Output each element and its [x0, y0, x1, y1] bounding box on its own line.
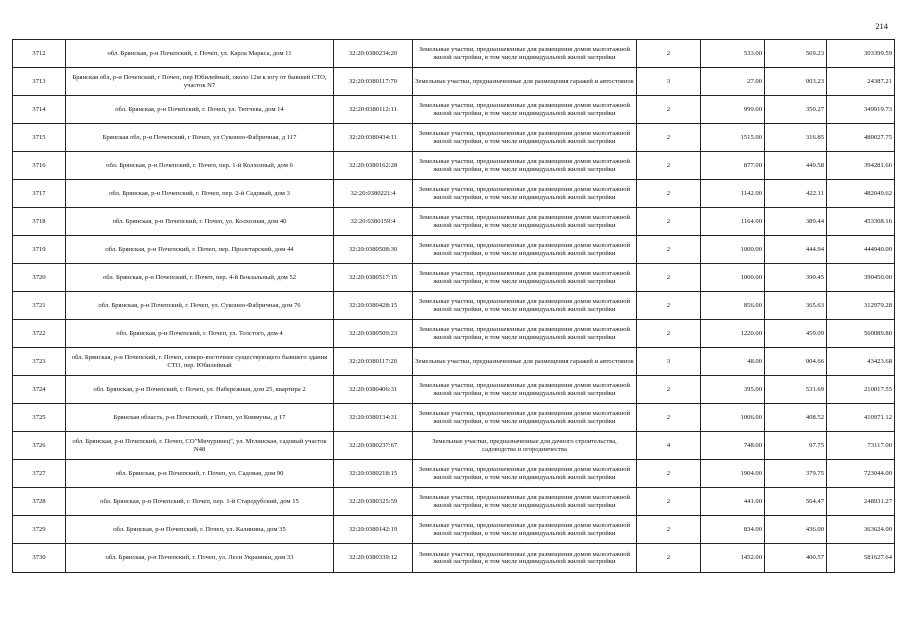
specific-value-cell: 459.09 [765, 320, 827, 348]
group-cell: 2 [637, 376, 701, 404]
permitted-use-cell: Земельные участки, предназначенные для дачного строительства, садоводства и огородничества [413, 432, 637, 460]
cadastral-value-table [12, 39, 895, 573]
area-cell: 877.00 [701, 152, 765, 180]
table-row [13, 152, 895, 180]
area-cell: 1220.00 [701, 320, 765, 348]
group-cell: 2 [637, 264, 701, 292]
cadastral-value-cell: 394281.66 [827, 152, 895, 180]
group-cell: 2 [637, 488, 701, 516]
cadastral-value-cell: 581627.64 [827, 544, 895, 573]
specific-value-cell: 379.75 [765, 460, 827, 488]
specific-value-cell: 408.52 [765, 404, 827, 432]
cadastral-number-cell: 32:20:0380218:15 [334, 460, 413, 488]
address-cell: обл. Брянская, р-н Почепский, г. Почеп, пер. 1-й Колхозный, дом 6 [66, 152, 334, 180]
permitted-use-cell: Земельные участки, предназначенные для размещения домов малоэтажной жилой застройки, в том числе индивидуальной жилой застройки [413, 404, 637, 432]
row-number: 3722 [13, 320, 66, 348]
row-number: 3725 [13, 404, 66, 432]
cadastral-value-cell: 312979.28 [827, 292, 895, 320]
address-cell: обл. Брянская, р-н Почепский, г. Почеп, ул. Карла Маркса, дом 11 [66, 40, 334, 68]
cadastral-number-cell: 32:20:0380142:19 [334, 516, 413, 544]
address-cell: обл. Брянская, р-н Почепский, г. Почеп, северо-восточнее существующего бывшего здания СТО, пер. Юбилейный [66, 348, 334, 376]
group-cell: 2 [637, 236, 701, 264]
cadastral-value-cell: 43423.68 [827, 348, 895, 376]
cadastral-number-cell: 32:20:0380159:4 [334, 208, 413, 236]
area-cell: 27.00 [701, 68, 765, 96]
specific-value-cell: 449.58 [765, 152, 827, 180]
specific-value-cell: 904.66 [765, 348, 827, 376]
cadastral-value-cell: 73117.00 [827, 432, 895, 460]
row-number: 3728 [13, 488, 66, 516]
area-cell: 533.00 [701, 40, 765, 68]
cadastral-number-cell: 32:20:0380339:12 [334, 544, 413, 573]
table-row [13, 460, 895, 488]
cadastral-value-cell: 410971.12 [827, 404, 895, 432]
cadastral-number-cell: 32:20:0380117:70 [334, 68, 413, 96]
table-row [13, 180, 895, 208]
permitted-use-cell: Земельные участки, предназначенные для размещения домов малоэтажной жилой застройки, в том числе индивидуальной жилой застройки [413, 544, 637, 573]
address-cell: обл. Брянская, р-н Почепский, г. Почеп, ул. Колхозная, дом 40 [66, 208, 334, 236]
cadastral-number-cell: 32:20:0380517:15 [334, 264, 413, 292]
address-cell: обл. Брянская, р-н Почепский, г. Почеп, ул. Тютчева, дом 14 [66, 96, 334, 124]
specific-value-cell: 903.23 [765, 68, 827, 96]
cadastral-value-cell: 363624.00 [827, 516, 895, 544]
group-cell: 3 [637, 68, 701, 96]
cadastral-number-cell: 32:20:0380134:31 [334, 404, 413, 432]
address-cell: Брянская обл, р-н Почепский, г Почеп, ул Суконно-Фабричная, д 117 [66, 124, 334, 152]
specific-value-cell: 389.44 [765, 208, 827, 236]
permitted-use-cell: Земельные участки, предназначенные для размещения домов малоэтажной жилой застройки, в том числе индивидуальной жилой застройки [413, 96, 637, 124]
group-cell: 2 [637, 292, 701, 320]
cadastral-number-cell: 32:20:0380509:23 [334, 320, 413, 348]
specific-value-cell: 531.69 [765, 376, 827, 404]
group-cell: 2 [637, 404, 701, 432]
table-row [13, 96, 895, 124]
group-cell: 4 [637, 432, 701, 460]
group-cell: 2 [637, 180, 701, 208]
area-cell: 999.00 [701, 96, 765, 124]
area-cell: 1452.00 [701, 544, 765, 573]
table-row [13, 124, 895, 152]
group-cell: 2 [637, 544, 701, 573]
row-number: 3729 [13, 516, 66, 544]
cadastral-value-cell: 444940.00 [827, 236, 895, 264]
page-number: 214 [875, 21, 888, 31]
group-cell: 3 [637, 348, 701, 376]
group-cell: 2 [637, 96, 701, 124]
row-number: 3719 [13, 236, 66, 264]
row-number: 3717 [13, 180, 66, 208]
group-cell: 2 [637, 320, 701, 348]
area-cell: 834.00 [701, 516, 765, 544]
row-number: 3720 [13, 264, 66, 292]
permitted-use-cell: Земельные участки, предназначенные для размещения домов малоэтажной жилой застройки, в том числе индивидуальной жилой застройки [413, 376, 637, 404]
row-number: 3715 [13, 124, 66, 152]
specific-value-cell: 422.11 [765, 180, 827, 208]
row-number: 3721 [13, 292, 66, 320]
cadastral-value-cell: 248931.27 [827, 488, 895, 516]
specific-value-cell: 350.27 [765, 96, 827, 124]
cadastral-value-cell: 480027.75 [827, 124, 895, 152]
group-cell: 2 [637, 208, 701, 236]
area-cell: 1142.00 [701, 180, 765, 208]
permitted-use-cell: Земельные участки, предназначенные для размещения домов малоэтажной жилой застройки, в том числе индивидуальной жилой застройки [413, 208, 637, 236]
address-cell: обл. Брянская, р-н Почепский, г. Почеп, СО"Мичуринец", ул. Мглинская, садовый участок N48 [66, 432, 334, 460]
table-body [13, 40, 895, 573]
group-cell: 2 [637, 460, 701, 488]
table-row [13, 264, 895, 292]
address-cell: обл. Брянская, р-н Почепский, г. Почеп, ул. Садовая, дом 90 [66, 460, 334, 488]
area-cell: 1000.00 [701, 264, 765, 292]
row-number: 3716 [13, 152, 66, 180]
address-cell: обл. Брянская, р-н Почепский, г. Почеп, ул. Калинина, дом 35 [66, 516, 334, 544]
table-row [13, 236, 895, 264]
cadastral-value-cell: 349919.73 [827, 96, 895, 124]
row-number: 3723 [13, 348, 66, 376]
cadastral-number-cell: 32:20:0380508:30 [334, 236, 413, 264]
permitted-use-cell: Земельные участки, предназначенные для размещения домов малоэтажной жилой застройки, в том числе индивидуальной жилой застройки [413, 264, 637, 292]
row-number: 3730 [13, 544, 66, 573]
group-cell: 2 [637, 124, 701, 152]
specific-value-cell: 564.47 [765, 488, 827, 516]
row-number: 3714 [13, 96, 66, 124]
area-cell: 395.00 [701, 376, 765, 404]
address-cell: обл. Брянская, р-н Почепский, г. Почеп, ул. Набережная, дом 25, квартира 2 [66, 376, 334, 404]
specific-value-cell: 97.75 [765, 432, 827, 460]
specific-value-cell: 444.94 [765, 236, 827, 264]
specific-value-cell: 390.45 [765, 264, 827, 292]
permitted-use-cell: Земельные участки, предназначенные для размещения домов малоэтажной жилой застройки, в том числе индивидуальной жилой застройки [413, 460, 637, 488]
cadastral-number-cell: 32:20:0380112:11 [334, 96, 413, 124]
row-number: 3727 [13, 460, 66, 488]
address-cell: Брянская область, р-н Почепский, г Почеп, ул Коммуны, д 17 [66, 404, 334, 432]
row-number: 3726 [13, 432, 66, 460]
address-cell: обл. Брянская, р-н Почепский, г. Почеп, пер. 2-й Садовый, дом 3 [66, 180, 334, 208]
address-cell: обл. Брянская, р-н Почепский, г. Почеп, пер. 4-й Вокзальный, дом 52 [66, 264, 334, 292]
area-cell: 1164.00 [701, 208, 765, 236]
table-row [13, 404, 895, 432]
area-cell: 1000.00 [701, 236, 765, 264]
permitted-use-cell: Земельные участки, предназначенные для размещения домов малоэтажной жилой застройки, в том числе индивидуальной жилой застройки [413, 516, 637, 544]
table-row [13, 432, 895, 460]
table-row [13, 376, 895, 404]
cadastral-value-cell: 24387.21 [827, 68, 895, 96]
specific-value-cell: 316.85 [765, 124, 827, 152]
cadastral-value-cell: 560089.80 [827, 320, 895, 348]
cadastral-number-cell: 32:20:0380117:20 [334, 348, 413, 376]
row-number: 3713 [13, 68, 66, 96]
permitted-use-cell: Земельные участки, предназначенные для размещения домов малоэтажной жилой застройки, в том числе индивидуальной жилой застройки [413, 320, 637, 348]
area-cell: 1904.00 [701, 460, 765, 488]
table-row [13, 348, 895, 376]
specific-value-cell: 365.63 [765, 292, 827, 320]
table-row [13, 40, 895, 68]
area-cell: 1515.00 [701, 124, 765, 152]
area-cell: 856.00 [701, 292, 765, 320]
table-row [13, 208, 895, 236]
address-cell: обл. Брянская, р-н Почепский, г. Почеп, ул. Суконно-Фабричная, дом 76 [66, 292, 334, 320]
cadastral-number-cell: 32:20:0380221:4 [334, 180, 413, 208]
specific-value-cell: 569.23 [765, 40, 827, 68]
cadastral-value-cell: 723044.00 [827, 460, 895, 488]
group-cell: 2 [637, 40, 701, 68]
table-row [13, 488, 895, 516]
area-cell: 748.00 [701, 432, 765, 460]
table-row [13, 320, 895, 348]
permitted-use-cell: Земельные участки, предназначенные для размещения домов малоэтажной жилой застройки, в том числе индивидуальной жилой застройки [413, 292, 637, 320]
row-number: 3724 [13, 376, 66, 404]
cadastral-value-cell: 303399.59 [827, 40, 895, 68]
permitted-use-cell: Земельные участки, предназначенные для размещения гаражей и автостоянок [413, 348, 637, 376]
cadastral-value-cell: 453308.16 [827, 208, 895, 236]
table-row [13, 68, 895, 96]
cadastral-number-cell: 32:20:0380325:59 [334, 488, 413, 516]
address-cell: обл. Брянская, р-н Почепский, г. Почеп, ул. Леси Украинки, дом 33 [66, 544, 334, 573]
cadastral-value-cell: 390450.00 [827, 264, 895, 292]
area-cell: 1006.00 [701, 404, 765, 432]
cadastral-number-cell: 32:20:0380434:11 [334, 124, 413, 152]
table-row [13, 292, 895, 320]
specific-value-cell: 400.57 [765, 544, 827, 573]
row-number: 3718 [13, 208, 66, 236]
area-cell: 48.00 [701, 348, 765, 376]
address-cell: обл. Брянская, р-н Почепский, г. Почеп, пер. 1-й Стародубский, дом 15 [66, 488, 334, 516]
address-cell: обл. Брянская, р-н Почепский, г. Почеп, пер. Пролетарский, дом 44 [66, 236, 334, 264]
group-cell: 2 [637, 152, 701, 180]
address-cell: Брянская обл, р-н Почепский, г Почеп, пер Юбилейный, около 12м к югу от бывшей СТО, участок N7 [66, 68, 334, 96]
cadastral-number-cell: 32:20:0380234:20 [334, 40, 413, 68]
permitted-use-cell: Земельные участки, предназначенные для размещения домов малоэтажной жилой застройки, в том числе индивидуальной жилой застройки [413, 124, 637, 152]
cadastral-number-cell: 32:20:0380237:67 [334, 432, 413, 460]
table-row [13, 544, 895, 573]
permitted-use-cell: Земельные участки, предназначенные для размещения домов малоэтажной жилой застройки, в том числе индивидуальной жилой застройки [413, 40, 637, 68]
permitted-use-cell: Земельные участки, предназначенные для размещения домов малоэтажной жилой застройки, в том числе индивидуальной жилой застройки [413, 488, 637, 516]
permitted-use-cell: Земельные участки, предназначенные для размещения домов малоэтажной жилой застройки, в том числе индивидуальной жилой застройки [413, 236, 637, 264]
cadastral-value-cell: 210017.55 [827, 376, 895, 404]
cadastral-number-cell: 32:20:0380428:15 [334, 292, 413, 320]
table-row [13, 516, 895, 544]
permitted-use-cell: Земельные участки, предназначенные для размещения гаражей и автостоянок [413, 68, 637, 96]
permitted-use-cell: Земельные участки, предназначенные для размещения домов малоэтажной жилой застройки, в том числе индивидуальной жилой застройки [413, 180, 637, 208]
cadastral-value-cell: 482049.62 [827, 180, 895, 208]
specific-value-cell: 436.00 [765, 516, 827, 544]
row-number: 3712 [13, 40, 66, 68]
address-cell: обл. Брянская, р-н Почепский, г. Почеп, ул. Толстого, дом 4 [66, 320, 334, 348]
cadastral-number-cell: 32:20:0380406:31 [334, 376, 413, 404]
area-cell: 441.00 [701, 488, 765, 516]
cadastral-number-cell: 32:20:0380162:28 [334, 152, 413, 180]
permitted-use-cell: Земельные участки, предназначенные для размещения домов малоэтажной жилой застройки, в том числе индивидуальной жилой застройки [413, 152, 637, 180]
group-cell: 2 [637, 516, 701, 544]
